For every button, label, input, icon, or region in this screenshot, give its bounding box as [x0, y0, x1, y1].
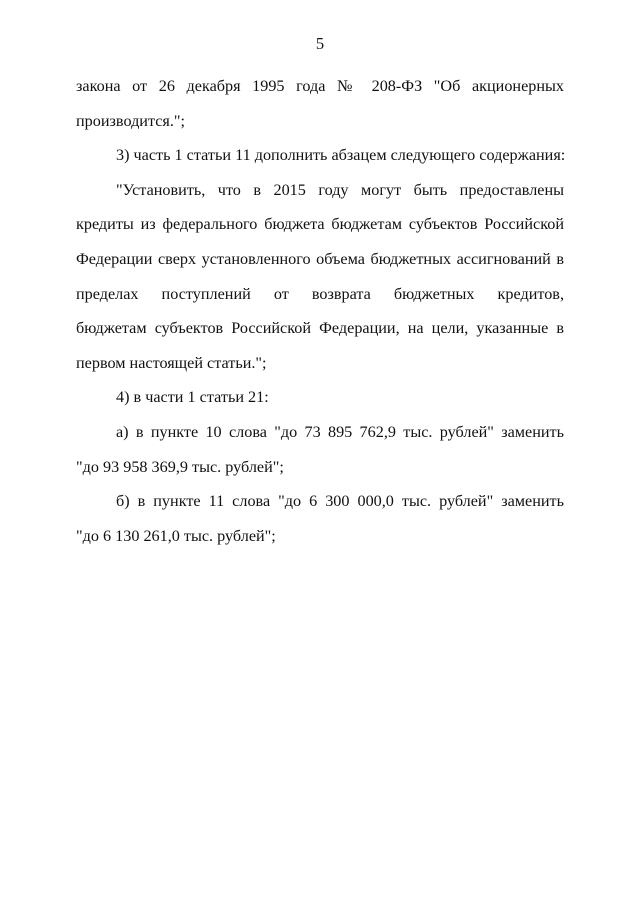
text-line: "Установить, что в 2015 году могут быть предоставлены: [116, 180, 564, 199]
text-line: б) в пункте 11 слова "до 6 300 000,0 тыс. рублей" заменить: [116, 492, 564, 511]
text-line: Федерации сверх установленного объема бюджетных ассигнований в: [76, 249, 564, 268]
text-line: пределах поступлений от возврата бюджетных кредитов,: [76, 284, 564, 303]
text-line: а) в пункте 10 слова "до 73 895 762,9 тыс. рублей" заменить: [116, 422, 564, 441]
text-line: "до 6 130 261,0 тыс. рублей";: [76, 526, 276, 545]
text-line: бюджетам субъектов Российской Федерации, на цели, указанные в: [76, 319, 564, 338]
text-line: "до 93 958 369,9 тыс. рублей";: [76, 457, 284, 476]
document-body: [76, 69, 564, 553]
text-line: закона от 26 декабря 1995 года № 208-ФЗ "Об акционерных: [76, 77, 564, 95]
text-line: 4) в части 1 статьи 21:: [116, 388, 269, 407]
text-line: первом настоящей статьи.";: [76, 353, 267, 372]
page-number: 5: [315, 34, 325, 53]
text-line: кредиты из федерального бюджета бюджетам субъектов Российской: [76, 215, 564, 234]
text-line: 3) часть 1 статьи 11 дополнить абзацем следующего содержания:: [116, 146, 566, 165]
text-line: производится.";: [76, 111, 186, 130]
